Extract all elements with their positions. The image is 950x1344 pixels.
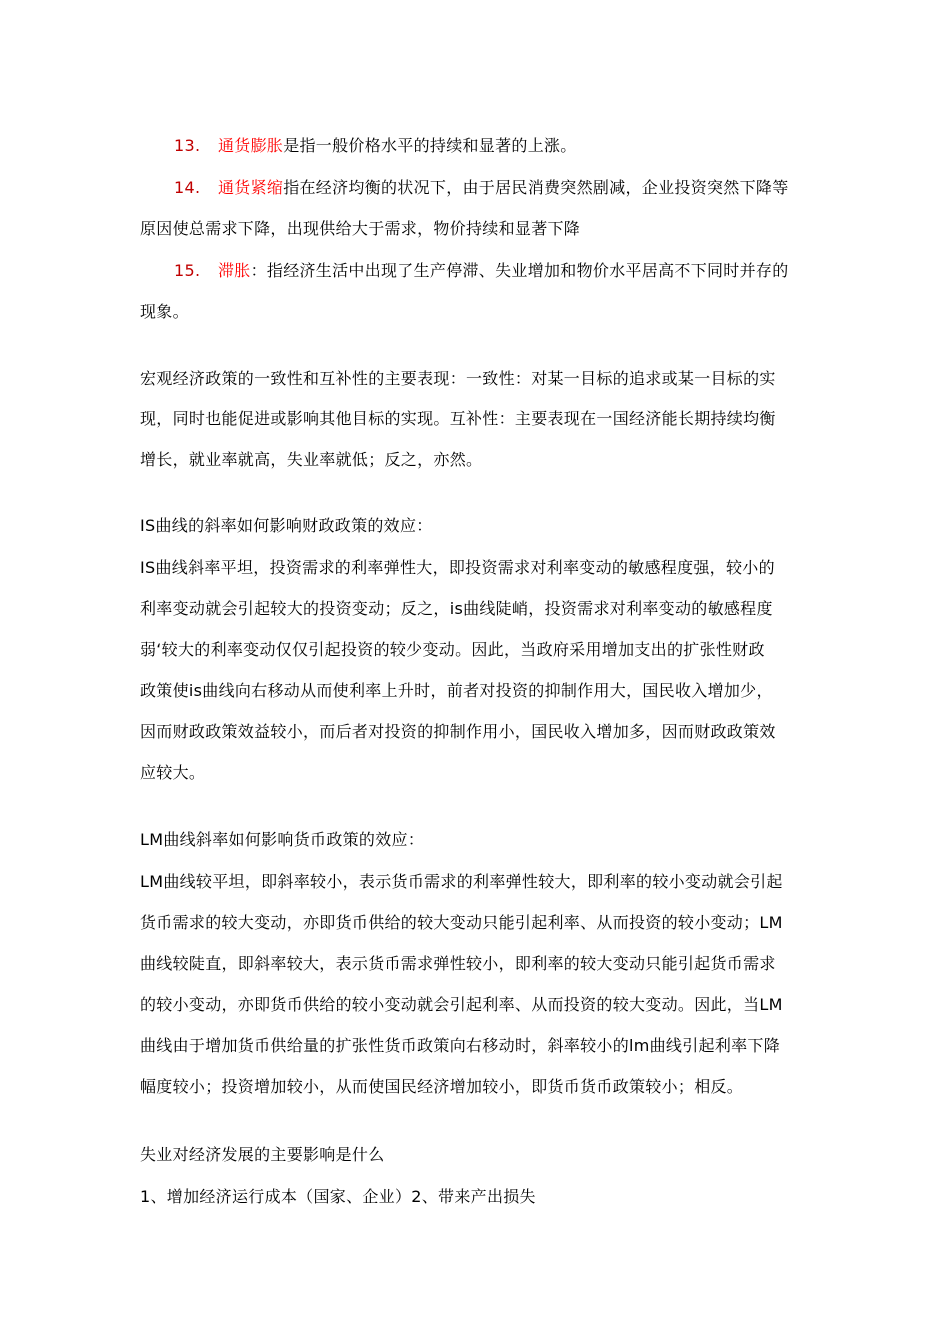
definition-13	[174, 136, 577, 156]
paragraph-line: 曲线较陡直，即斜率较大，表示货币需求弹性较小，即利率的较大变动只能引起货币需求	[140, 954, 776, 973]
paragraph-line: 1、增加经济运行成本（国家、企业）2、带来产出损失	[140, 1187, 536, 1206]
section-heading: IS曲线的斜率如何影响财政政策的效应：	[140, 516, 433, 535]
definition-term: 通货紧缩	[218, 178, 284, 197]
paragraph-line: LM曲线较平坦，即斜率较小，表示货币需求的利率弹性较大，即利率的较小变动就会引起	[140, 872, 783, 891]
paragraph-line: 政策使is曲线向右移动从而使利率上升时，前者对投资的抑制作用大，国民收入增加少，	[140, 681, 773, 700]
definition-number: 14.	[174, 178, 201, 197]
definition-text-continued: 现象。	[140, 302, 189, 321]
paragraph-line: 幅度较小；投资增加较小，从而使国民经济增加较小，即货币货币政策较小；相反。	[140, 1077, 744, 1096]
paragraph-line: 应较大。	[140, 763, 206, 782]
definition-text: ：指经济生活中出现了生产停滞、失业增加和物价水平居高不下同时并存的	[250, 261, 789, 280]
paragraph-line: 弱‘较大的利率变动仅仅引起投资的较少变动。因此，当政府采用增加支出的扩张性财政	[140, 640, 765, 659]
paragraph-line: IS曲线斜率平坦，投资需求的利率弹性大，即投资需求对利率变动的敏感程度强，较小的	[140, 558, 775, 577]
definition-14	[174, 178, 789, 198]
paragraph-line: 现，同时也能促进或影响其他目标的实现。互补性：主要表现在一国经济能长期持续均衡	[140, 409, 776, 428]
definition-number: 15.	[174, 261, 201, 280]
paragraph-line: 货币需求的较大变动，亦即货币供给的较大变动只能引起利率、从而投资的较小变动；LM	[140, 913, 783, 932]
paragraph-line: 的较小变动，亦即货币供给的较小变动就会引起利率、从而投资的较大变动。因此，当LM	[140, 995, 783, 1014]
paragraph-line: 增长，就业率就高，失业率就低；反之，亦然。	[140, 450, 483, 469]
paragraph-line: 利率变动就会引起较大的投资变动；反之，is曲线陡峭，投资需求对利率变动的敏感程度	[140, 599, 773, 618]
section-heading: 失业对经济发展的主要影响是什么	[140, 1145, 385, 1164]
definition-text: 指在经济均衡的状况下，由于居民消费突然剧减，企业投资突然下降等	[283, 178, 789, 197]
definition-text: 是指一般价格水平的持续和显著的上涨。	[283, 136, 577, 155]
definition-15	[174, 261, 789, 281]
paragraph-line: 曲线由于增加货币供给量的扩张性货币政策向右移动时，斜率较小的lm曲线引起利率下降	[140, 1036, 781, 1055]
definition-number: 13.	[174, 136, 201, 155]
definition-term: 滞胀	[218, 261, 251, 280]
paragraph-line: 因而财政政策效益较小，而后者对投资的抑制作用小，国民收入增加多，因而财政政策效	[140, 722, 776, 741]
paragraph-line: 宏观经济政策的一致性和互补性的主要表现：一致性：对某一目标的追求或某一目标的实	[140, 369, 776, 388]
section-heading: LM曲线斜率如何影响货币政策的效应：	[140, 830, 425, 849]
definition-term: 通货膨胀	[218, 136, 284, 155]
definition-text-continued: 原因使总需求下降，出现供给大于需求，物价持续和显著下降	[140, 219, 581, 238]
